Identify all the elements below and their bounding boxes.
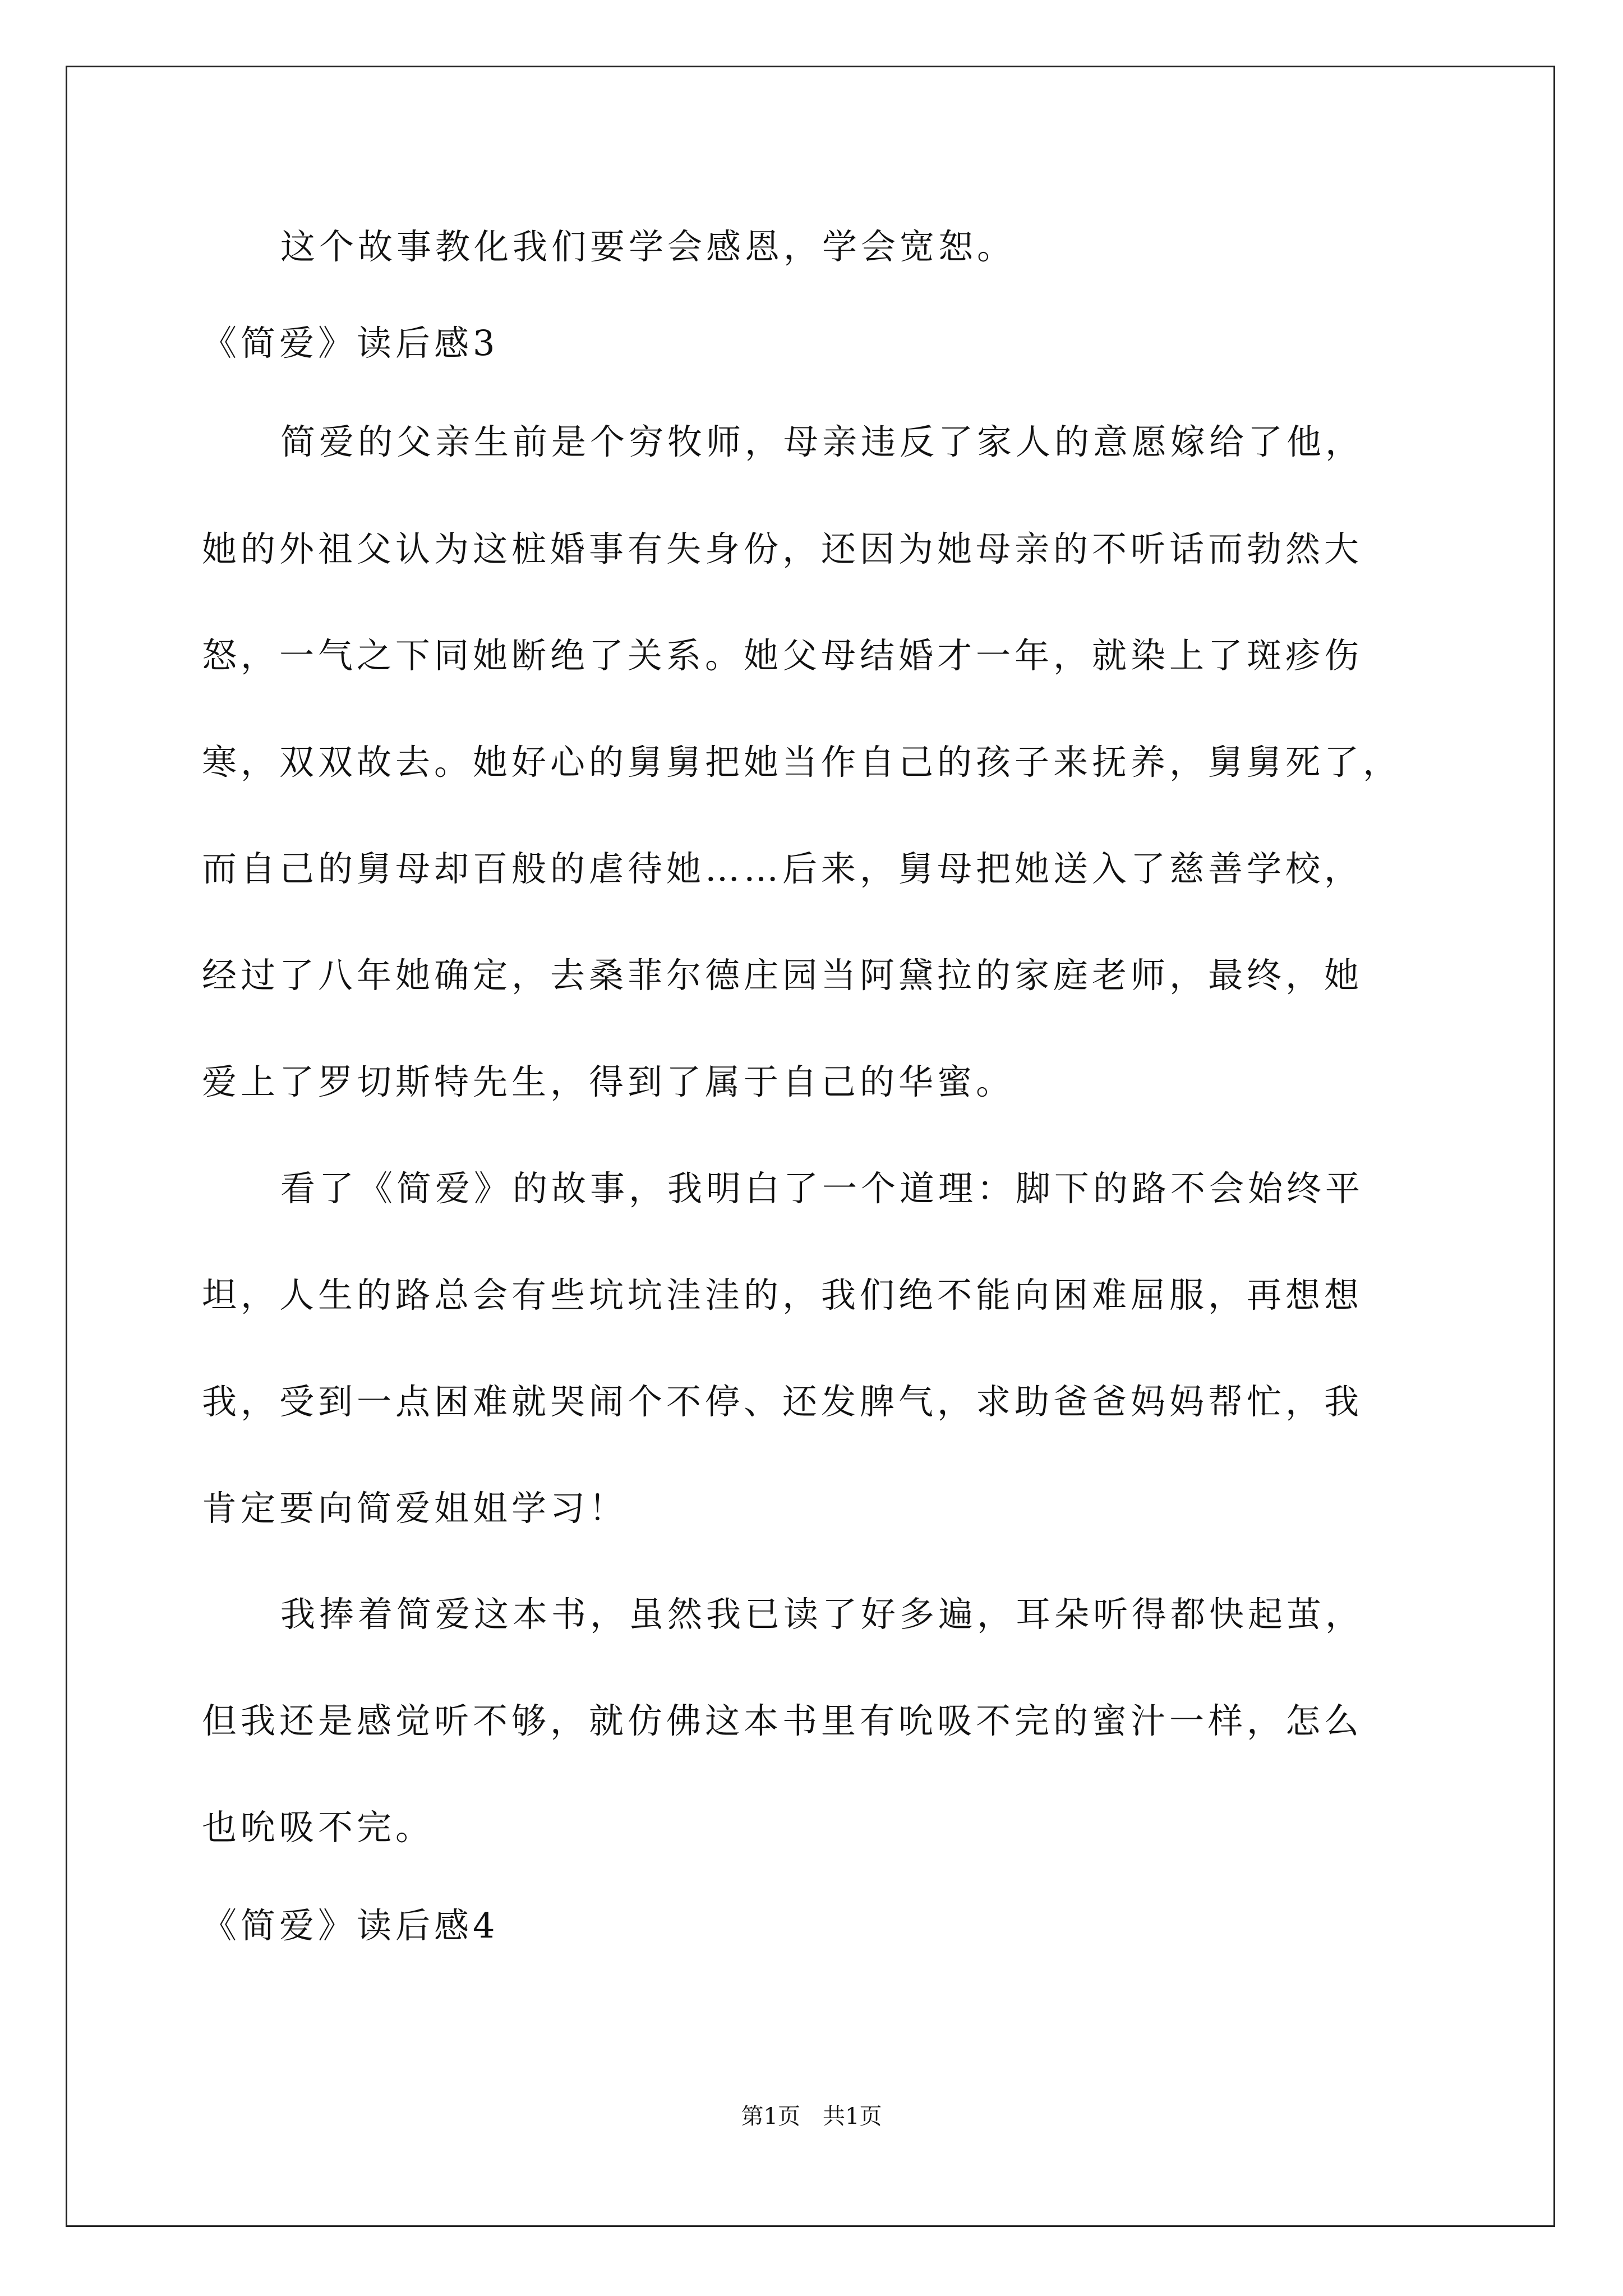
paragraph-line: 爱上了罗切斯特先生，得到了属于自己的华蜜。 xyxy=(202,1061,1015,1102)
paragraph-line: 我，受到一点困难就哭闹个不停、还发脾气，求助爸爸妈妈帮忙，我 xyxy=(202,1381,1363,1422)
paragraph-line: 坦，人生的路总会有些坑坑洼洼的，我们绝不能向困难屈服，再想想 xyxy=(202,1274,1363,1315)
paragraph-line: 简爱的父亲生前是个穷牧师，母亲违反了家人的意愿嫁给了他， xyxy=(280,421,1364,462)
paragraph-line: 我捧着简爱这本书，虽然我已读了好多遍，耳朵听得都快起茧， xyxy=(280,1594,1364,1635)
paragraph-line: 也吮吸不完。 xyxy=(202,1807,435,1848)
paragraph-line: 这个故事教化我们要学会感恩，学会宽恕。 xyxy=(280,226,1016,267)
paragraph-line: 经过了八年她确定，去桑菲尔德庄园当阿黛拉的家庭老师，最终，她 xyxy=(202,955,1363,996)
section-heading: 《简爱》读后感3 xyxy=(202,323,499,364)
paragraph-line: 怒，一气之下同她断绝了关系。她父母结婚才一年，就染上了斑疹伤 xyxy=(202,635,1363,676)
paragraph-line: 寒，双双故去。她好心的舅舅把她当作自己的孩子来抚养，舅舅死了， xyxy=(202,742,1402,783)
paragraph-line: 她的外祖父认为这桩婚事有失身份，还因为她母亲的不听话而勃然大 xyxy=(202,528,1363,569)
paragraph-line: 肯定要向简爱姐姐学习！ xyxy=(202,1488,628,1529)
section-heading: 《简爱》读后感4 xyxy=(202,1905,499,1946)
paragraph-line: 但我还是感觉听不够，就仿佛这本书里有吮吸不完的蜜汁一样，怎么 xyxy=(202,1700,1363,1741)
page-footer: 第1页 共1页 xyxy=(741,2104,882,2129)
paragraph-line: 而自己的舅母却百般的虐待她……后来，舅母把她送入了慈善学校， xyxy=(202,848,1363,889)
paragraph-line: 看了《简爱》的故事，我明白了一个道理：脚下的路不会始终平 xyxy=(280,1168,1364,1209)
